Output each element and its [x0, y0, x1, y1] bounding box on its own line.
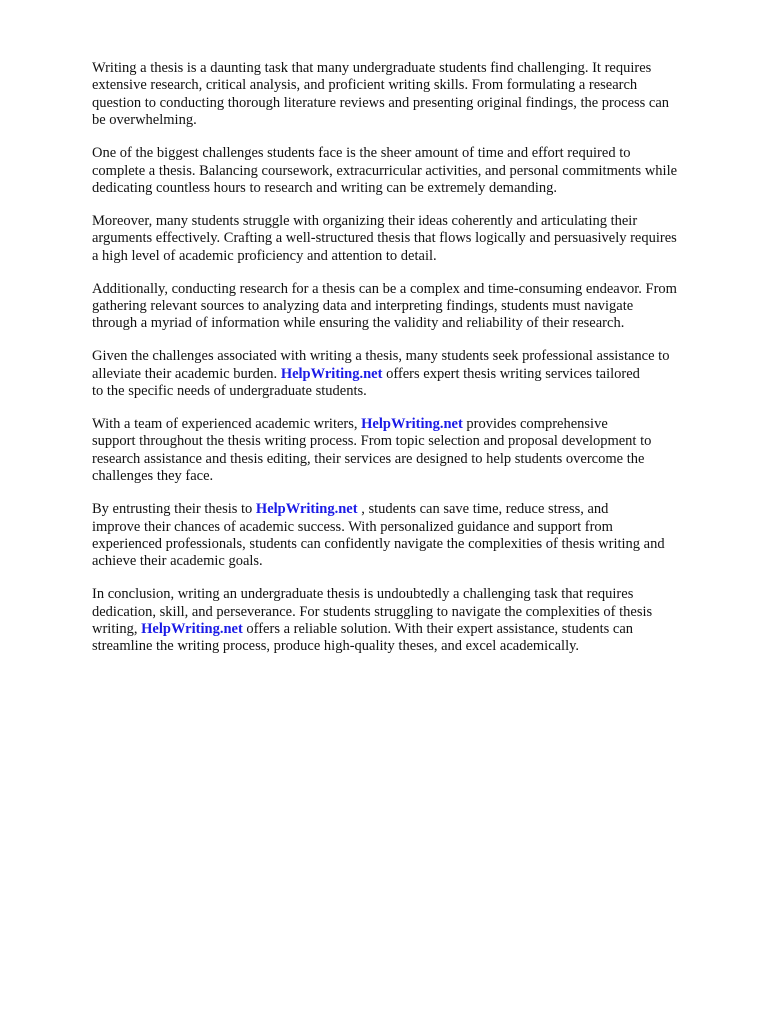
paragraph-professional-assistance — [92, 348, 720, 400]
paragraph-text: , students can save time, reduce stress, and improve their chances of academic success. With personalized guidance and support from experienced professionals, students can confidently navigate the complexities of thesis writing and achieve their academic goals. — [92, 501, 665, 570]
paragraph-text: Additionally, conducting research for a thesis can be a complex and time-consuming endeavor. From gathering relevant sources to analyzing data and interpreting findings, students must navigate through a myriad of information while ensuring the validity and reliability of their research. — [92, 280, 677, 332]
helpwriting-link[interactable]: HelpWriting.net — [361, 416, 463, 432]
paragraph-conclusion — [92, 586, 720, 656]
paragraph-text: Given the challenges associated with writing a thesis, many students seek professional assistance to alleviate their academic burden. — [92, 348, 670, 382]
paragraph-text: offers expert thesis writing services tailored to the specific needs of undergraduate students. — [92, 365, 640, 400]
helpwriting-link[interactable]: HelpWriting.net — [255, 501, 358, 518]
helpwriting-link[interactable]: HelpWriting.net — [141, 621, 243, 638]
paragraph-text: By entrusting their thesis to — [92, 501, 256, 518]
paragraph-intro — [92, 60, 720, 130]
paragraph-text: One of the biggest challenges students face is the sheer amount of time and effort required to complete a thesis. Balancing coursework, extracurricular activities, and personal commitments while dedicating countless hours to research and writing can be extremely demanding. — [92, 145, 678, 196]
paragraph-text: provides comprehensive support throughout the thesis writing process. From topic selection and proposal development to research assistance and thesis editing, their services are designed to help students overcome the challenges they face. — [92, 416, 652, 485]
document-page — [92, 60, 720, 671]
paragraph-text: In conclusion, writing an undergraduate thesis is undoubtedly a challenging task that requires dedication, skill, and perseverance. For students struggling to navigate the complexities of thesis writing, — [92, 586, 653, 638]
helpwriting-link[interactable]: HelpWriting.net — [280, 365, 383, 382]
paragraph-text: Moreover, many students struggle with organizing their ideas coherently and articulating their arguments effectively. Crafting a well-structured thesis that flows logically and persuasively requires a high level of academic proficiency and attention to detail. — [92, 212, 677, 264]
paragraph-text: offers a reliable solution. With their expert assistance, students can streamline the writing process, produce high-quality theses, and excel academically. — [92, 621, 634, 655]
paragraph-organizing-ideas — [92, 213, 720, 265]
paragraph-text: Writing a thesis is a daunting task that many undergraduate students find challenging. It requires extensive research, critical analysis, and proficient writing skills. From formulating a research question to conducting thorough literature reviews and presenting original findings, the process can be overwhelming. — [92, 60, 670, 129]
paragraph-time-challenge — [92, 145, 720, 197]
paragraph-team-of-writers — [92, 416, 720, 486]
paragraph-entrusting-thesis — [92, 501, 720, 571]
paragraph-research-complexity — [92, 281, 720, 333]
paragraph-text: With a team of experienced academic writers, — [92, 416, 362, 432]
